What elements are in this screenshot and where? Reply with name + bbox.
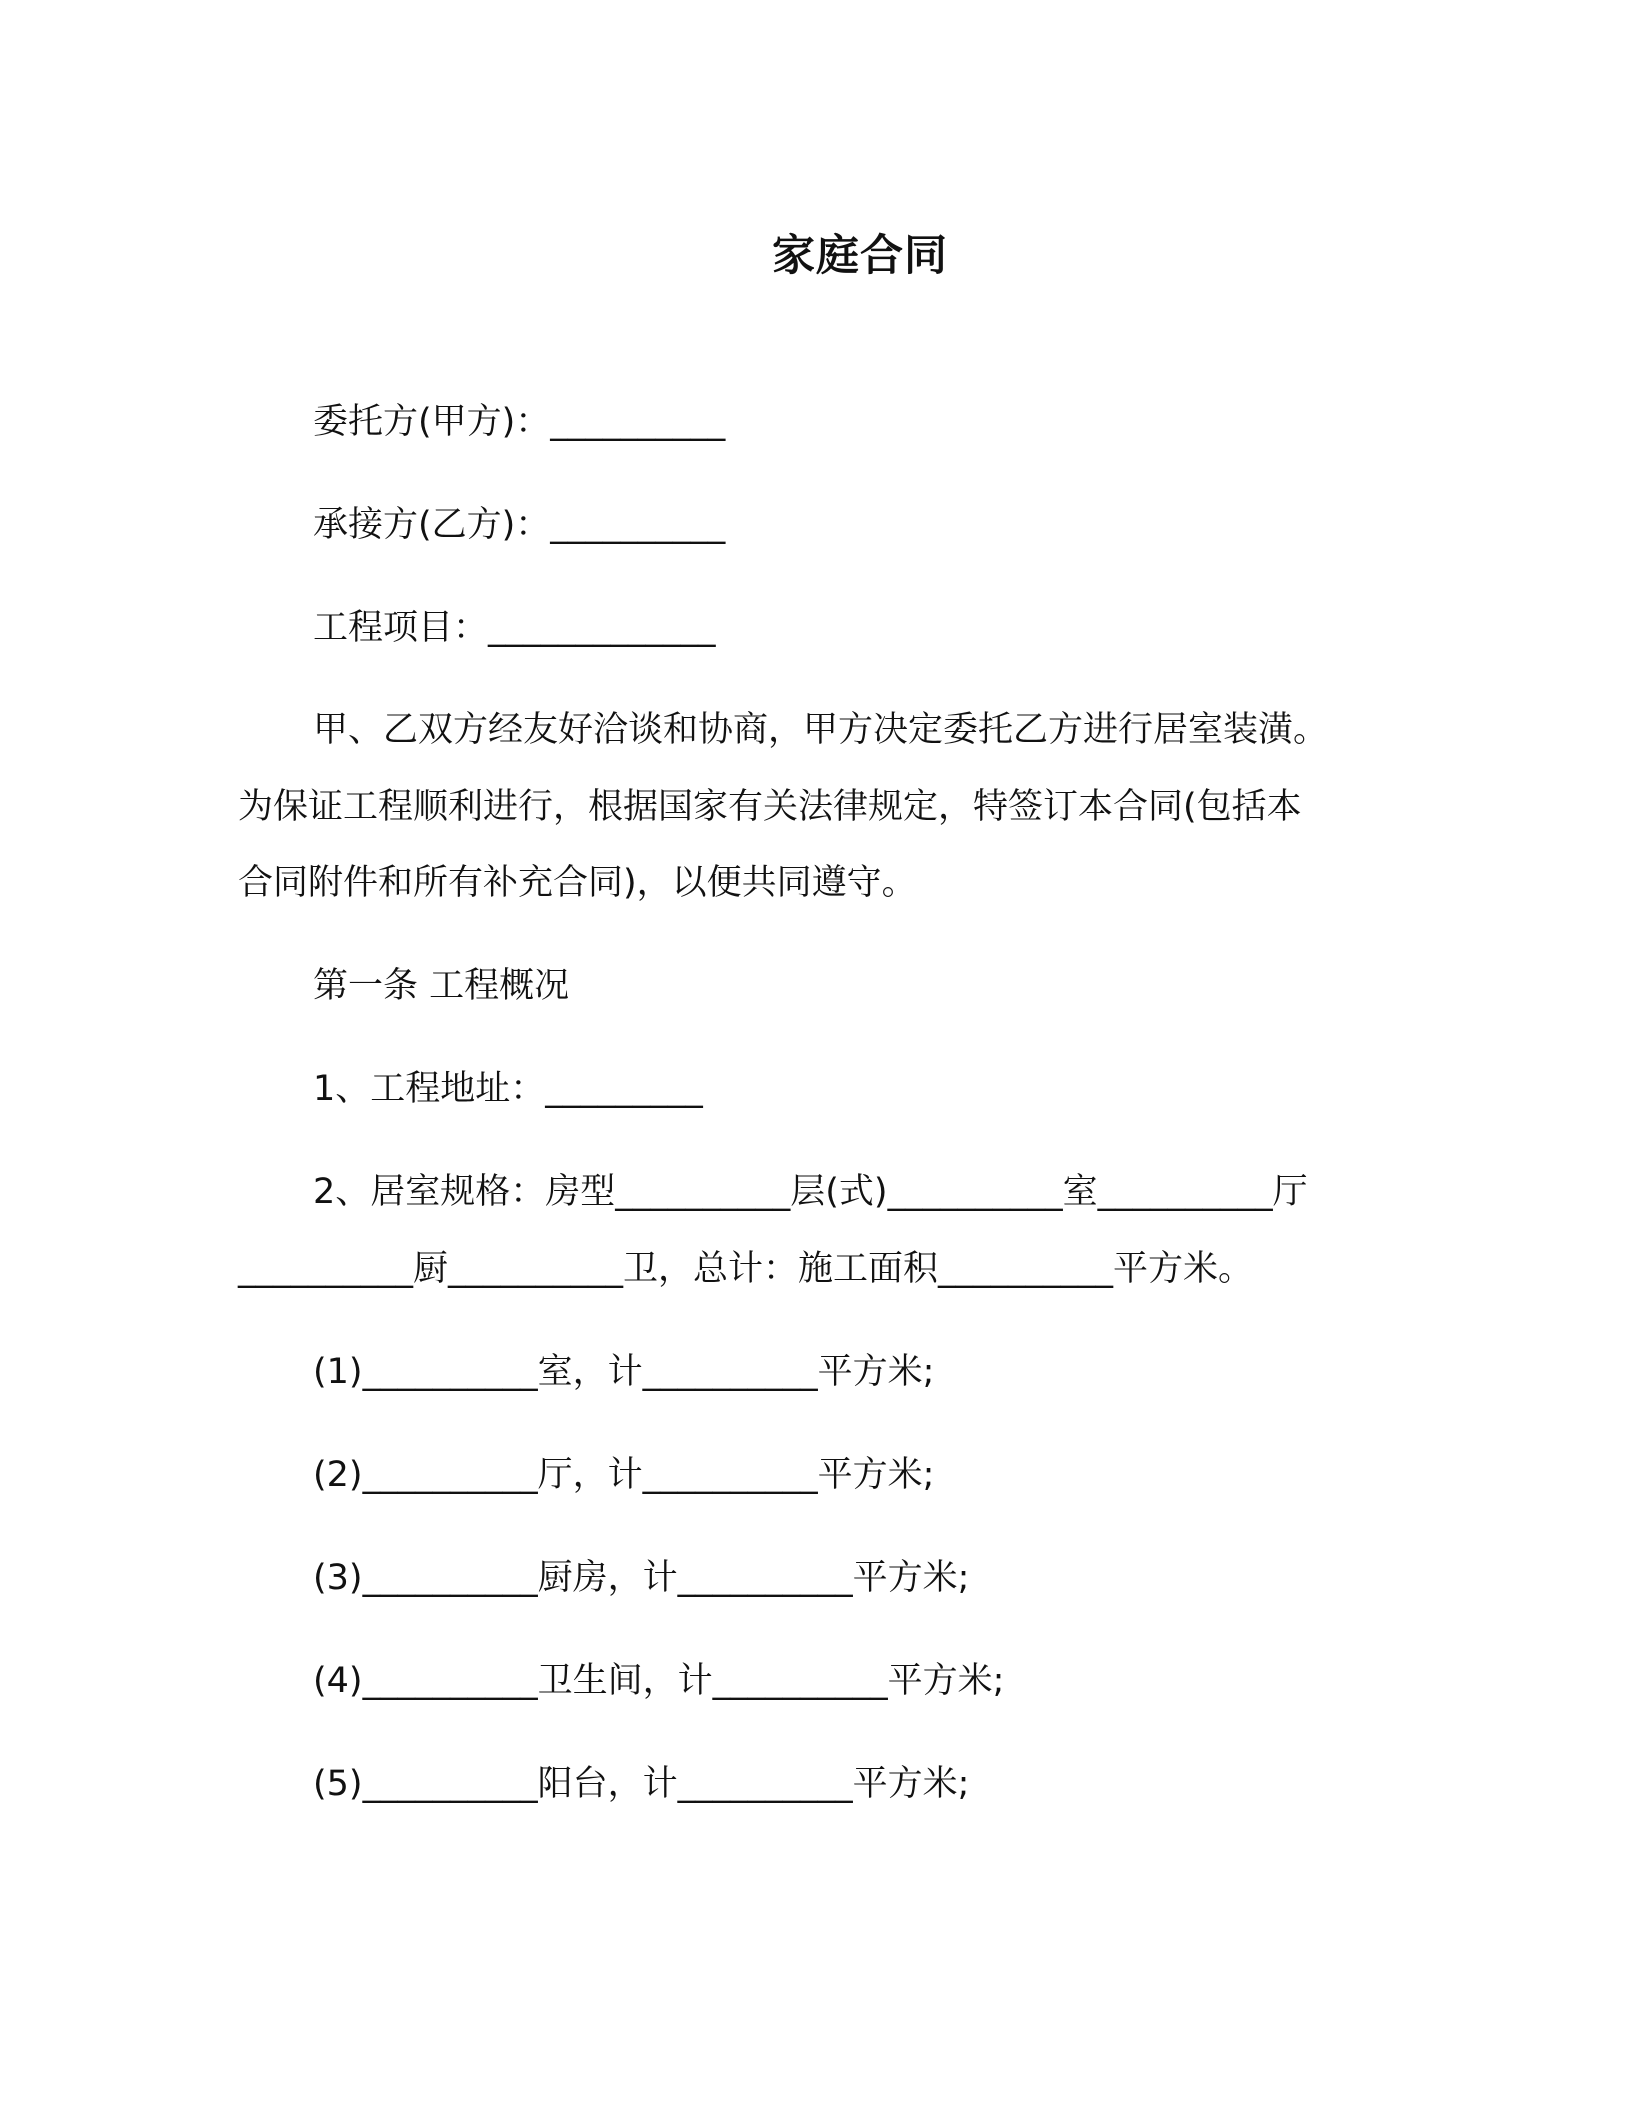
intro-line-3: 合同附件和所有补充合同)，以便共同遵守。: [238, 863, 917, 903]
area-item-3: (3)__________厨房，计__________平方米;: [313, 1558, 970, 1598]
address-line: 1、工程地址：_________: [313, 1069, 703, 1109]
area-item-1: (1)__________室，计__________平方米;: [313, 1352, 935, 1392]
intro-line-2: 为保证工程顺利进行，根据国家有关法律规定，特签订本合同(包括本: [238, 787, 1302, 827]
intro-line-1: 甲、乙双方经友好洽谈和协商，甲方决定委托乙方进行居室装潢。: [313, 710, 1329, 750]
article-1-heading: 第一条 工程概况: [313, 966, 570, 1006]
document-title: 家庭合同: [772, 231, 948, 281]
project-line: 工程项目：_____________: [313, 608, 716, 648]
area-item-2: (2)__________厅，计__________平方米;: [313, 1455, 935, 1495]
spec-line-1: 2、居室规格：房型__________层(式)__________室__________厅: [313, 1172, 1308, 1212]
area-item-5: (5)__________阳台，计__________平方米;: [313, 1764, 970, 1804]
party-b-line: 承接方(乙方)：__________: [313, 505, 726, 545]
spec-line-2: __________厨__________卫，总计：施工面积__________平方米。: [238, 1249, 1254, 1289]
party-a-line: 委托方(甲方)：__________: [313, 402, 726, 442]
area-item-4: (4)__________卫生间，计__________平方米;: [313, 1661, 1005, 1701]
